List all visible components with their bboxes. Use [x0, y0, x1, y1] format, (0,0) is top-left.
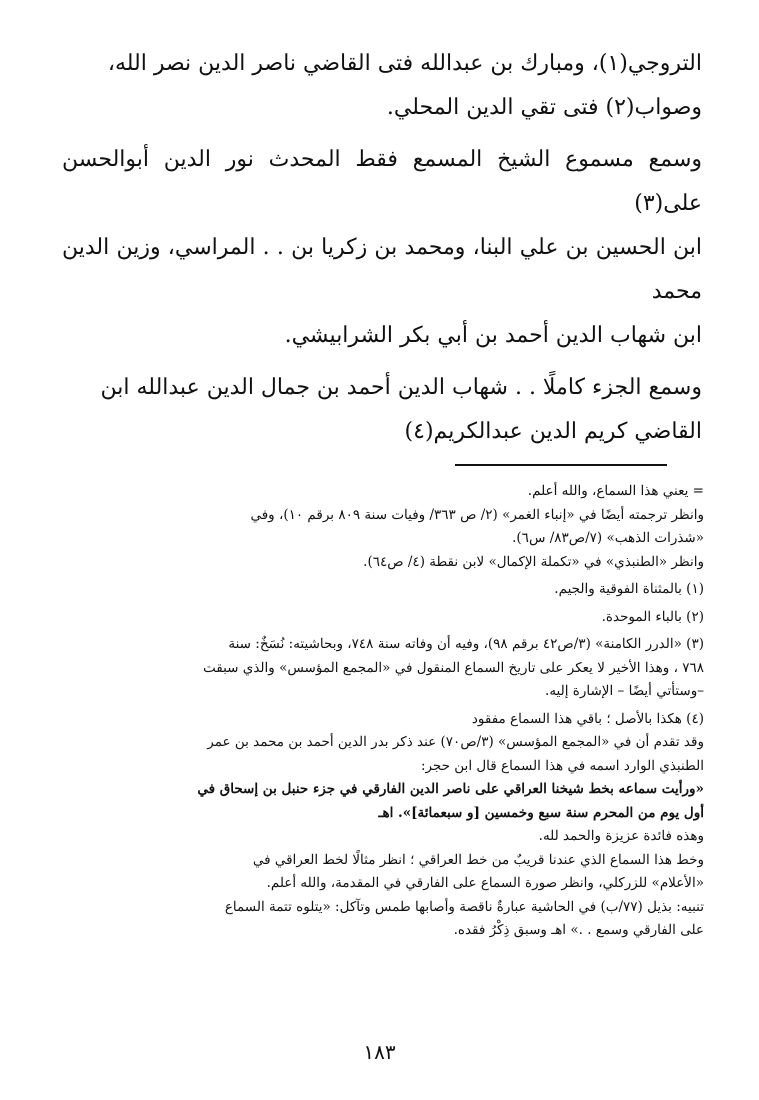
footnote-line: وقد تقدم أن في «المجمع المؤسس» (٣/ص٧٠) عند ذكر بدر الدين أحمد بن محمد بن عمر [207, 734, 704, 750]
paragraph-1 [62, 42, 702, 130]
footnote-line: وانظر «الطنبذي» في «تكملة الإكمال» لابن نقطة (٤/ ص٦٤). [363, 553, 704, 570]
footnote-1: (١) بالمثناة الفوقية والجيم. [554, 581, 704, 597]
footnotes [62, 480, 704, 943]
footnote-line: وخط هذا السماع الذي عندنا قريبٌ من خط العراقي ؛ انظر مثالًا لخط العراقي في [252, 851, 704, 868]
footnote-line: على الفارقي وسمع . .» اهـ وسبق ذِكْرُ فقده. [453, 922, 704, 938]
main-text [62, 42, 702, 462]
footnote-line: «شذرات الذهب» (٧/ص٨٣/ س٦). [512, 530, 704, 546]
paragraph-2 [62, 138, 702, 358]
footnote-line: وهذه فائدة عزيزة والحمد لله. [538, 828, 704, 844]
text-line: وسمع مسموع الشيخ المسمع فقط المحدث نور الدين أبوالحسن على(٣) [62, 147, 702, 216]
footnote-line: = يعني هذا السماع، والله أعلم. [527, 483, 704, 499]
footnote-line: تنبيه: بذيل (٧٧/ب) في الحاشية عبارةٌ ناقصة وأصابها طمس وتآكل: «يتلوه تتمة السماع [224, 898, 704, 915]
footnote-4: (٤) هكذا بالأصل ؛ باقي هذا السماع مفقود [471, 710, 704, 727]
text-line: ابن الحسين بن علي البنا، ومحمد بن زكريا بن . . المراسي، وزين الدين محمد [62, 235, 702, 304]
text-line: التروجي(١)، ومبارك بن عبدالله فتى القاضي ناصر الدين نصر الله، [107, 51, 702, 76]
text-line: وسمع الجزء كاملًا . . شهاب الدين أحمد بن جمال الدين عبدالله ابن [100, 375, 702, 400]
paragraph-3 [62, 366, 702, 454]
page-number: ١٨٣ [363, 1040, 396, 1064]
footnote-separator [455, 464, 667, 466]
quote-line: أول يوم من المحرم سنة سبع وخمسين [و سبعمائة]». اهـ [378, 804, 704, 821]
footnote-line: –وستأتي أيضًا – الإشارة إليه. [545, 683, 704, 699]
text-line: القاضي كريم الدين عبدالكريم(٤) [404, 419, 702, 444]
quote-line: «ورأيت سماعه بخط شيخنا العراقي على ناصر الدين الفارقي في جزء حنبل بن إسحاق في [197, 781, 704, 797]
footnote-2: (٢) بالباء الموحدة. [601, 608, 704, 625]
footnote-line: ٧٦٨ ، وهذا الأخير لا يعكر على تاريخ السماع المنقول في «المجمع المؤسس» والذي سبقت [202, 659, 704, 676]
footnote-3: (٣) «الدرر الكامنة» (٣/ص٤٢ برقم ٩٨)، وفيه أن وفاته سنة ٧٤٨، وبحاشيته: نُسَخٌ: سنة [228, 636, 704, 652]
text-line: وصواب(٢) فتى تقي الدين المحلي. [386, 95, 702, 120]
text-line: ابن شهاب الدين أحمد بن أبي بكر الشرابيشي. [284, 323, 702, 348]
footnote-line: وانظر ترجمته أيضًا في «إنباء الغمر» (٢/ ص ٣٦٣/ وفيات سنة ٨٠٩ برقم ١٠)، وفي [250, 506, 704, 523]
footnote-line: الطنبذي الوارد اسمه في هذا السماع قال ابن حجر: [420, 757, 704, 774]
footnote-line: «الأعلام» للزركلي، وانظر صورة السماع على الفارقي في المقدمة، والله أعلم. [266, 875, 704, 891]
